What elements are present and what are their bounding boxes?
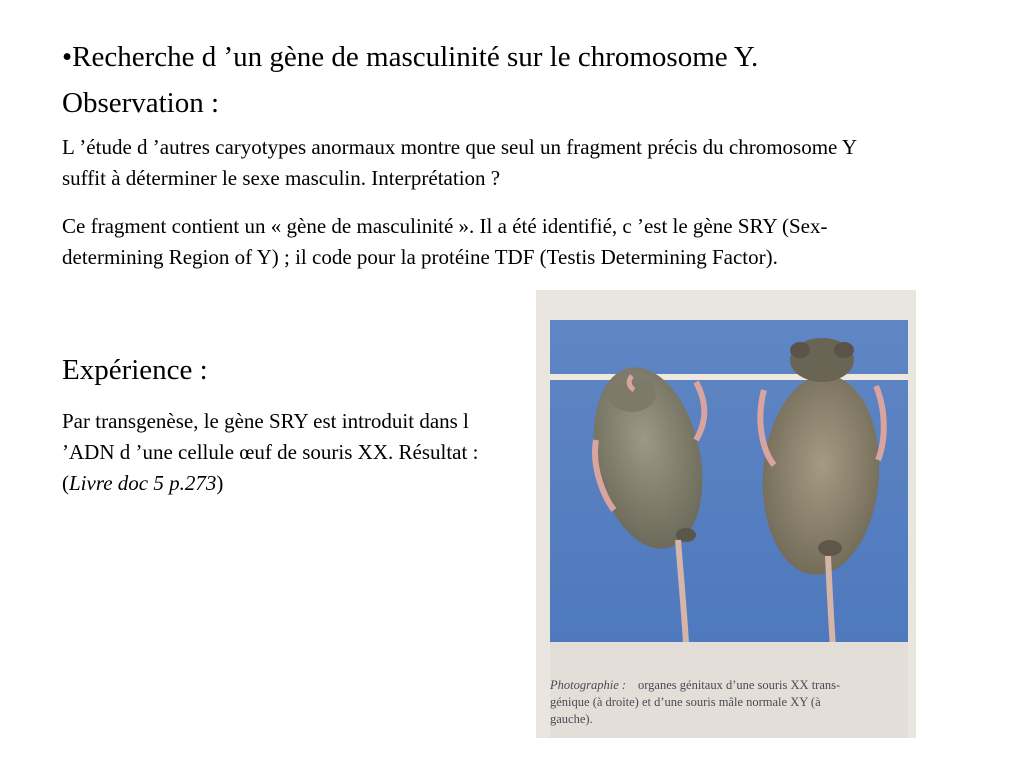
bullet: • <box>62 41 73 73</box>
caption-line2: génique (à droite) et d’une souris mâle normale XY (à <box>550 695 821 709</box>
experience-text-end: ) <box>216 471 224 495</box>
interpretation-paragraph: Ce fragment contient un « gène de masculinité ». Il a été identifié, c ’est le gène SRY (Sex-determining Region of Y) ; il code pour la protéine TDF (Testis Determining Factor). <box>62 214 828 269</box>
heading-line2: Observation : <box>62 87 220 119</box>
mice-photograph <box>536 290 916 738</box>
caption-line3: gauche). <box>550 712 593 726</box>
slide-heading <box>62 34 758 126</box>
experience-paragraph <box>62 406 482 499</box>
caption-label: Photographie : <box>550 678 627 692</box>
experience-heading: Expérience : <box>62 354 208 386</box>
observation-paragraph: L ’étude d ’autres caryotypes anormaux montre que seul un fragment précis du chromosome Y suffit à déterminer le sexe masculin. Interprétation ? <box>62 135 857 190</box>
book-reference: Livre doc 5 p.273 <box>69 471 217 495</box>
experience-text: Par transgenèse, le gène SRY est introduit dans l ’ADN d ’une cellule œuf de souris XX. Résultat :( <box>62 409 479 495</box>
caption-text: organes génitaux d’une souris XX trans- <box>638 678 841 692</box>
heading-line1: Recherche d ’un gène de masculinité sur le chromosome Y. <box>72 41 759 73</box>
